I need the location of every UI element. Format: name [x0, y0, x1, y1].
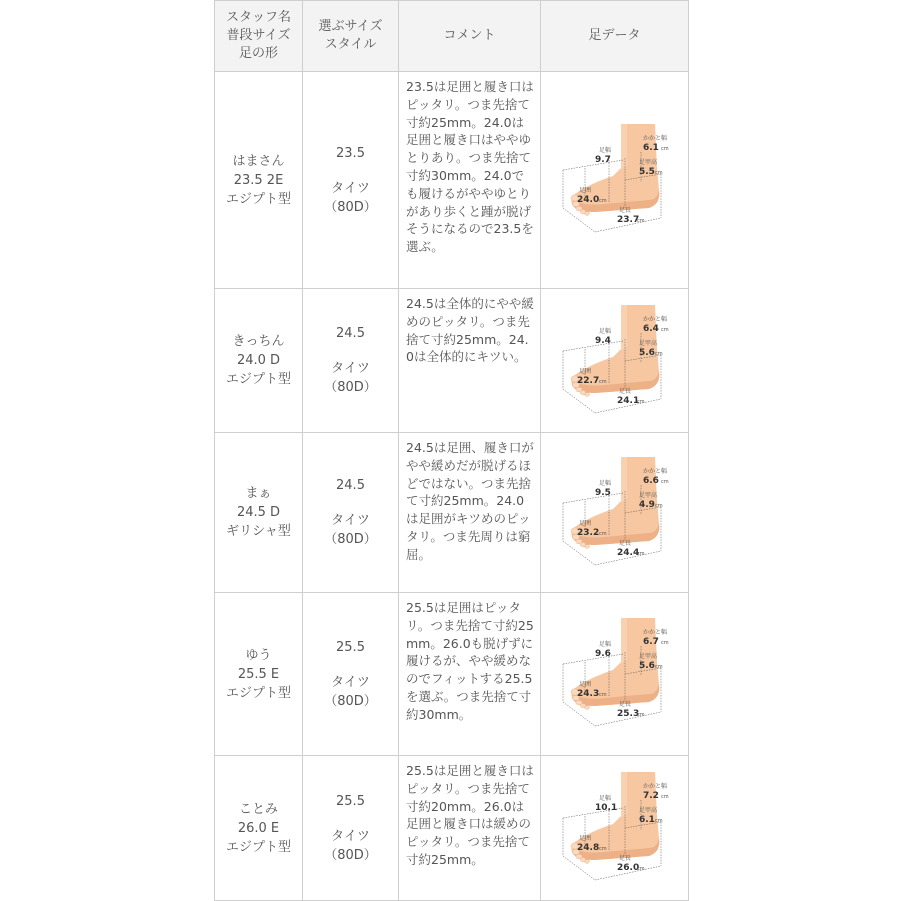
foot-data-cell — [541, 756, 689, 901]
staff-cell — [215, 593, 303, 756]
unit: cm — [654, 350, 663, 357]
table-row — [215, 289, 689, 433]
staff-cell — [215, 756, 303, 901]
heel-width-label: かかと幅 — [642, 467, 667, 475]
instep-value: 4.9 — [638, 499, 655, 510]
foot-width-value: 10.1 — [594, 803, 617, 813]
unit: cm — [654, 664, 663, 670]
instep-value: 5.6 — [638, 347, 655, 358]
usual-size: 23.5 2E — [233, 172, 284, 188]
comment-text: 25.5は足囲はピッタリ。つま先捨て寸約25mm。26.0も脱げずに履けるが、やや緩めなのでフィットする25.5を選ぶ。つま先捨て寸約30mm。 — [406, 600, 534, 722]
table-row — [215, 72, 689, 289]
chosen-size: 25.5 — [336, 639, 365, 655]
staff-cell — [215, 289, 303, 433]
instep-label: 足甲高 — [638, 339, 657, 347]
staff-name: ゆう — [245, 647, 272, 663]
staff-name: まぁ — [245, 486, 272, 501]
size-comparison-table — [214, 0, 689, 901]
foot-shape: エジプト型 — [225, 191, 291, 207]
foot-shape: エジプト型 — [225, 685, 291, 701]
chosen-size: 24.5 — [336, 478, 365, 493]
foot-width-label: 足幅 — [598, 479, 611, 487]
foot-width-label: 足幅 — [598, 795, 611, 802]
unit: cm — [654, 818, 663, 824]
foot-diagram — [555, 614, 675, 734]
length-label: 足長 — [618, 701, 631, 708]
staff-cell — [215, 72, 303, 289]
comment-text: 25.5は足囲と履き口はピッタリ。つま先捨て寸約20mm。26.0は足囲と履き口は緩めのピッタリ。つま先捨て寸約25mm。 — [406, 763, 534, 867]
comment-cell — [399, 593, 541, 756]
girth-value: 22.7 — [576, 375, 599, 386]
style-denier: （80D） — [324, 380, 377, 395]
style-denier: （80D） — [324, 847, 377, 863]
length-value: 24.1 — [616, 395, 639, 406]
instep-label: 足甲高 — [638, 491, 657, 499]
girth-label: 足囲 — [578, 835, 591, 842]
comment-cell — [399, 289, 541, 433]
style-denier: （80D） — [324, 693, 377, 709]
heel-width-value: 6.4 — [642, 323, 659, 334]
style-denier: （80D） — [324, 199, 377, 215]
unit: cm — [636, 218, 645, 224]
unit: cm — [636, 866, 645, 872]
foot-data-cell — [541, 72, 689, 289]
foot-data-cell — [541, 433, 689, 593]
unit: cm — [660, 326, 669, 333]
style-denier: （80D） — [324, 532, 377, 547]
unit: cm — [598, 692, 607, 698]
unit: cm — [660, 478, 669, 485]
unit: cm — [598, 846, 607, 852]
unit: cm — [598, 198, 607, 204]
chosen-size: 23.5 — [336, 145, 365, 161]
unit: cm — [654, 170, 663, 176]
instep-label: 足甲高 — [638, 653, 657, 660]
length-value: 25.3 — [616, 709, 639, 719]
foot-diagram — [555, 768, 675, 888]
size-cell — [303, 433, 399, 593]
size-cell — [303, 593, 399, 756]
style-name: タイツ — [331, 674, 370, 690]
size-cell — [303, 756, 399, 901]
heel-width-label: かかと幅 — [642, 135, 667, 142]
size-cell — [303, 289, 399, 433]
usual-size: 25.5 E — [237, 666, 280, 682]
unit: cm — [598, 530, 607, 537]
instep-label: 足甲高 — [638, 159, 657, 166]
unit: cm — [636, 550, 645, 557]
unit: cm — [636, 398, 645, 405]
girth-value: 24.8 — [576, 843, 599, 853]
foot-shape: エジプト型 — [225, 372, 291, 387]
chosen-size: 24.5 — [336, 326, 365, 341]
instep-value: 5.6 — [638, 661, 655, 671]
header-staff — [215, 1, 303, 72]
heel-width-value: 6.7 — [642, 637, 659, 647]
length-value: 26.0 — [616, 863, 639, 873]
heel-width-value: 6.6 — [642, 475, 659, 486]
comment-cell — [399, 756, 541, 901]
unit: cm — [598, 378, 607, 385]
length-value: 23.7 — [616, 215, 639, 225]
girth-label: 足囲 — [578, 367, 591, 375]
girth-value: 23.2 — [576, 527, 599, 538]
header-staff-line: スタッフ名 — [225, 10, 291, 25]
foot-width-value: 9.7 — [594, 155, 611, 165]
comment-text: 24.5は全体的にやや緩めのピッタリ。つま先捨て寸約25mm。24.0は全体的にキツい。 — [406, 296, 534, 365]
staff-name: ことみ — [238, 801, 278, 817]
heel-width-value: 6.1 — [642, 143, 659, 153]
chosen-size: 25.5 — [336, 793, 365, 809]
table-row — [215, 593, 689, 756]
table-header-row — [215, 1, 689, 72]
foot-shape: ギリシャ型 — [226, 524, 291, 539]
style-name: タイツ — [331, 828, 370, 844]
size-cell — [303, 72, 399, 289]
instep-value: 6.1 — [638, 815, 655, 825]
girth-label: 足囲 — [578, 681, 591, 688]
foot-width-label: 足幅 — [598, 327, 611, 335]
foot-shape: エジプト型 — [225, 839, 291, 855]
girth-label: 足囲 — [578, 187, 591, 194]
table-row — [215, 433, 689, 593]
table-row — [215, 756, 689, 901]
staff-name: きっちん — [232, 334, 285, 349]
unit: cm — [660, 640, 669, 646]
foot-data-cell — [541, 593, 689, 756]
foot-width-value: 9.5 — [594, 487, 611, 498]
length-label: 足長 — [618, 387, 631, 395]
foot-width-value: 9.4 — [594, 335, 611, 346]
instep-value: 5.5 — [638, 167, 655, 177]
instep-label: 足甲高 — [638, 807, 657, 814]
foot-width-value: 9.6 — [594, 649, 611, 659]
heel-width-label: かかと幅 — [642, 783, 667, 790]
foot-diagram — [555, 453, 675, 573]
comment-text: 24.5は足囲、履き口がやや緩めだが脱げるほどではない。つま先捨て寸約25mm。24.0は足囲がキツめのピッタリ。つま先周りは窮屈。 — [406, 440, 534, 562]
staff-name: はまさん — [232, 153, 285, 169]
header-foot-data: 足データ — [541, 1, 689, 72]
style-name: タイツ — [331, 180, 370, 196]
header-size-line: 選ぶサイズ — [318, 19, 383, 34]
unit: cm — [636, 712, 645, 718]
style-name: タイツ — [331, 361, 370, 376]
foot-width-label: 足幅 — [598, 641, 611, 648]
unit: cm — [660, 146, 669, 152]
comment-cell — [399, 433, 541, 593]
usual-size: 24.0 D — [236, 353, 281, 368]
heel-width-label: かかと幅 — [642, 629, 667, 636]
comment-text: 23.5は足囲と履き口はピッタリ。つま先捨て寸約25mm。24.0は足囲と履き口はややゆとりあり。つま先捨て寸約30mm。24.0でも履けるがややゆとりがあり歩くと踵が脱げそうになるので23.5を選ぶ。 — [406, 79, 534, 255]
header-size — [303, 1, 399, 72]
heel-width-value: 7.2 — [642, 791, 659, 801]
length-label: 足長 — [618, 207, 631, 214]
staff-cell — [215, 433, 303, 593]
comment-cell — [399, 72, 541, 289]
usual-size: 24.5 D — [236, 505, 281, 520]
header-size-line: スタイル — [324, 37, 377, 52]
unit: cm — [654, 502, 663, 509]
heel-width-label: かかと幅 — [642, 315, 667, 323]
girth-value: 24.0 — [576, 195, 599, 205]
header-staff-line: 普段サイズ — [226, 28, 291, 43]
foot-diagram — [555, 120, 675, 240]
style-name: タイツ — [331, 513, 370, 528]
header-staff-line: 足の形 — [238, 46, 278, 61]
length-label: 足長 — [618, 855, 631, 862]
length-label: 足長 — [618, 539, 631, 547]
foot-diagram — [555, 301, 675, 421]
unit: cm — [660, 794, 669, 800]
foot-width-label: 足幅 — [598, 147, 611, 154]
length-value: 24.4 — [616, 547, 639, 558]
girth-value: 24.3 — [576, 689, 599, 699]
foot-data-cell — [541, 289, 689, 433]
usual-size: 26.0 E — [237, 820, 280, 836]
girth-label: 足囲 — [578, 519, 591, 527]
header-comment: コメント — [399, 1, 541, 72]
